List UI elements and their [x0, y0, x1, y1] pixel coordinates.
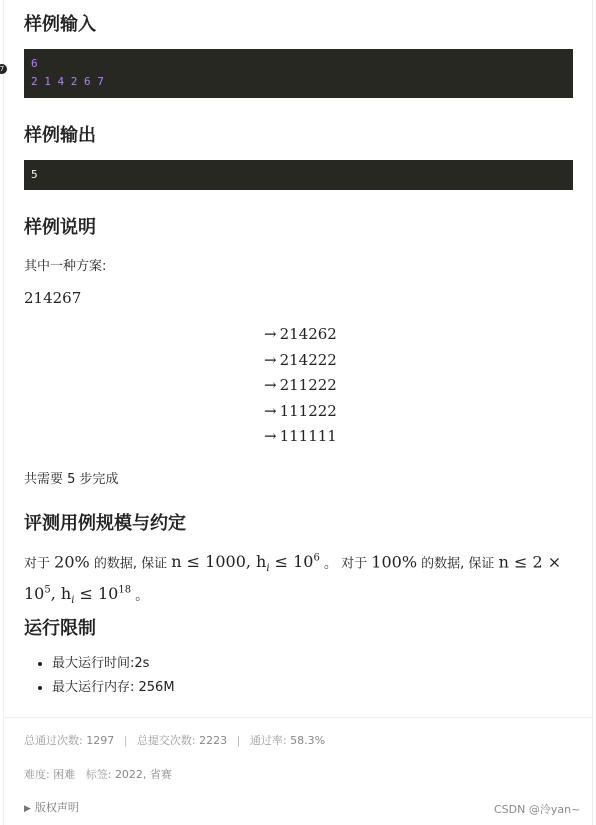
- submission-stats: 总通过次数: 1297 | 总提交次数: 2223 | 通过率: 58.3%: [24, 734, 326, 747]
- explain-step: → 214262: [264, 325, 337, 343]
- code-line: 5: [31, 168, 38, 181]
- sample-explain-heading: 样例说明: [24, 217, 96, 238]
- list-item: • 最大运行内存: 256M: [52, 676, 175, 700]
- constraints-heading: 评测用例规模与约定: [24, 513, 186, 534]
- explain-step: → 111111: [264, 427, 337, 445]
- sample-input-heading: 样例输入: [24, 14, 96, 35]
- divider: [4, 717, 592, 718]
- explain-conclusion: 共需要 5 步完成: [24, 472, 119, 487]
- code-line: 2 1 4 2 6 7: [31, 75, 104, 88]
- tags-value[interactable]: 2022, 省赛: [114, 768, 172, 781]
- explain-intro: 其中一种方案:: [24, 259, 107, 274]
- caret-right-icon: ▶: [24, 804, 31, 814]
- list-item: • 最大运行时间:2s: [52, 652, 175, 676]
- explain-steps: [264, 322, 337, 450]
- difficulty-tags: 难度: 困难 标签: 2022, 省赛: [24, 768, 172, 781]
- side-marker-icon[interactable]: 7: [0, 64, 7, 74]
- sample-input-code: [24, 49, 573, 98]
- limits-heading: 运行限制: [24, 618, 96, 639]
- difficulty-value: 困难: [53, 768, 76, 781]
- watermark: CSDN @泠yan~: [494, 803, 581, 816]
- sample-output-code: [24, 160, 573, 190]
- explain-start-value: 214267: [24, 289, 82, 307]
- copyright-toggle[interactable]: ▶ 版权声明: [24, 801, 79, 814]
- explain-step: → 214222: [264, 350, 337, 369]
- sample-output-heading: 样例输出: [24, 125, 96, 146]
- limits-list: [24, 652, 175, 700]
- explain-step: → 211222: [264, 376, 337, 394]
- constraints-text: 对于 20% 的数据, 保证 n ≤ 1000, $h_i \le 10^6$ 。 对于 100% 的数据, 保证 $n \le 2 \times 10^5$, $h_i \le 10^{18}$ 。: [24, 552, 562, 607]
- explain-step: → 111222: [264, 401, 337, 420]
- code-line: 6: [31, 57, 38, 70]
